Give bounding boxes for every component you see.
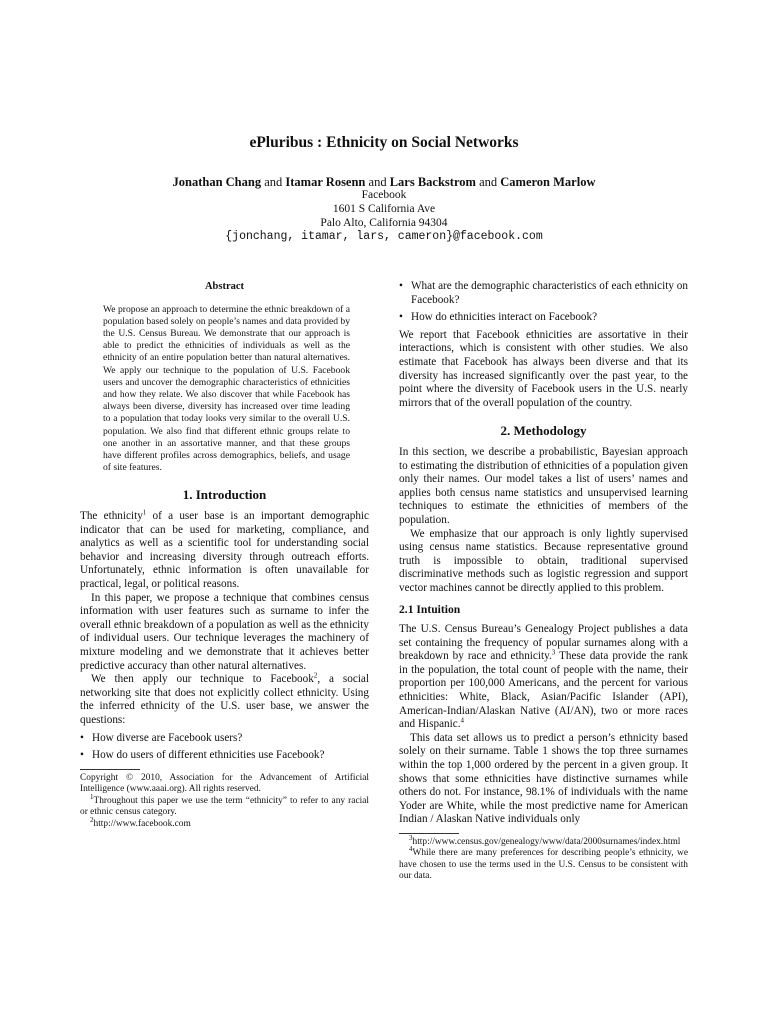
footnote-ref: 2 <box>313 671 318 680</box>
copyright-notice: Copyright © 2010, Association for the Advancement of Artificial Intelligence (www.aaai.org). All rights reserved. <box>80 772 369 795</box>
footnote-rule <box>399 833 459 834</box>
right-column <box>399 280 688 883</box>
affiliation-street: 1601 S California Ave <box>332 203 436 215</box>
author-conjunction: and <box>264 175 283 189</box>
intro-paragraph-1 <box>80 510 369 592</box>
footnote-4 <box>399 845 688 883</box>
author-conjunction: and <box>368 175 387 189</box>
footnote-number: 2 <box>90 815 94 824</box>
question-item: • How do users of different ethnicities use Facebook? <box>80 749 369 763</box>
footnote-number: 1 <box>90 792 94 801</box>
affiliation-city: Palo Alto, California 94304 <box>320 217 448 229</box>
intro-paragraph-3 <box>80 673 369 727</box>
intuition-p1-text: These data provide the rank in the population, the total count of people with the name, their proportion per 100,000 Americans, and the percent for various ethnicities: White, Black, Asian/Pacific Islander (API), American-Indian/Alaskan Native (AI/AN), two or more races and Hispanic. <box>399 650 688 731</box>
footnote-ref: 1 <box>142 508 147 517</box>
affiliation <box>0 188 768 244</box>
intuition-p1-text: The U.S. Census Bureau’s Genealogy Project publishes a data set containing the frequency of popular surnames along with a breakdown by race and ethnicity. <box>399 623 688 663</box>
question-item: • What are the demographic characteristics of each ethnicity on Facebook? <box>399 280 688 307</box>
footnote-text: While there are many preferences for describing people’s ethnicity, we have chosen to use the terms used in the U.S. Census to be consistent with our data. <box>399 848 688 882</box>
author-name: Itamar Rosenn <box>285 175 366 189</box>
question-list-continued <box>399 280 688 325</box>
footnote-number: 3 <box>409 833 413 842</box>
footnote-number: 4 <box>409 845 413 854</box>
author-emails: {jonchang, itamar, lars, cameron}@facebook.com <box>225 230 543 243</box>
question-list <box>80 732 369 763</box>
footnote-1 <box>80 792 369 819</box>
intuition-paragraph-2: This data set allows us to predict a person’s ethnicity based solely on their surname. Table 1 shows the top three surnames within the top 1,000 ordered by the percent in a given group. It shows that some ethnicities have distinctive surnames while others do not. For instance, 98.1% of individuals with the name Yoder are White, while the most predictive name for American Indian / Alaskan Native individuals only <box>399 731 688 826</box>
section-heading-methodology: 2. Methodology <box>500 423 587 439</box>
intuition-paragraph-1 <box>399 623 688 732</box>
intro-p3-text: , a social networking site that does not explicitly collect ethnicity. Using the inferred ethnicity of the U.S. user base, we answer the questions: <box>80 673 370 726</box>
intro-p1-text: The ethnicity <box>80 510 143 523</box>
author-conjunction: and <box>479 175 498 189</box>
question-item: • How do ethnicities interact on Facebook? <box>399 311 688 325</box>
question-item: • How diverse are Facebook users? <box>80 732 369 746</box>
footnote-ref: 3 <box>551 648 556 657</box>
author-name: Lars Backstrom <box>389 175 476 189</box>
left-footnotes <box>80 769 369 831</box>
footnote-text: Throughout this paper we use the term “ethnicity” to refer to any racial or ethnic census category. <box>80 795 369 818</box>
methodology-paragraph-1: In this section, we describe a probabilistic, Bayesian approach to estimating the distribution of ethnicities of a population given only their names. Our model takes a list of users’ names and applies both census name statistics and unsupervised learning techniques to estimate the ethnicities of members of the population. <box>399 445 688 526</box>
left-column <box>80 280 369 830</box>
intro-p1-text: of a user base is an important demographic indicator that can be used for marketing, compliance, and analytics as well as a scientific tool for understanding social behavior and increasing diversity through outreach efforts. Unfortunately, ethnic information is often unavailable for practical, legal, or political reasons. <box>80 510 369 590</box>
section-heading-introduction: 1. Introduction <box>182 487 267 503</box>
abstract-body: We propose an approach to determine the ethnic breakdown of a population based solely on people’s names and data provided by the U.S. Census Bureau. We demonstrate that our approach is able to predict the ethnicities of individuals as well as the ethnicity of an entire population better than natural alternatives. We apply our technique to the population of U.S. Facebook users and uncover the demographic characteristics of ethnicities and how they relate. We also discover that while Facebook has always been diverse, diversity has increased over time leading to a population that today looks very similar to the overall U.S. population. We also find that different ethnic groups relate to one another in an assortative manner, and that these groups have different profiles across demographics, beliefs, and usage of site features. <box>103 303 350 474</box>
footnote-text: http://www.facebook.com <box>93 818 191 829</box>
paper-title: ePluribus : Ethnicity on Social Networks <box>249 134 519 151</box>
footnote-ref: 4 <box>460 716 465 725</box>
affiliation-org: Facebook <box>361 189 407 201</box>
right-footnotes <box>399 833 688 883</box>
footnote-3 <box>399 833 688 849</box>
footnote-2 <box>80 815 369 831</box>
author-name: Cameron Marlow <box>500 175 596 189</box>
methodology-paragraph-2: We emphasize that our approach is only lightly supervised using census name statistics. Because representative ground truth is impossible to obtain, traditional supervised discriminative methods such as logistic regression and support vector machines cannot be directly applied to this problem. <box>399 527 688 594</box>
report-paragraph: We report that Facebook ethnicities are assortative in their interactions, which is consistent with other studies. We also estimate that Facebook has always been diverse and that its diversity has increased significantly over the past year, to the point where the diversity of Facebook users in the U.S. nearly mirrors that of the overall population of the country. <box>399 328 688 409</box>
intro-paragraph-2: In this paper, we propose a technique that combines census information with user features such as surname to infer the overall ethnic breakdown of a population as well as the ethnicity of individual users. Our technique leverages the machinery of mixture modeling and we demonstrate that it achieves better predictive accuracy than other natural alternatives. <box>80 591 369 672</box>
intro-p3-text: We then apply our technique to Facebook <box>91 673 314 686</box>
footnote-rule <box>80 769 140 770</box>
footnote-text: http://www.census.gov/genealogy/www/data/2000surnames/index.html <box>412 836 681 847</box>
author-name: Jonathan Chang <box>172 175 262 189</box>
subsection-heading-intuition: 2.1 Intuition <box>399 603 461 617</box>
abstract-heading: Abstract <box>204 281 245 292</box>
